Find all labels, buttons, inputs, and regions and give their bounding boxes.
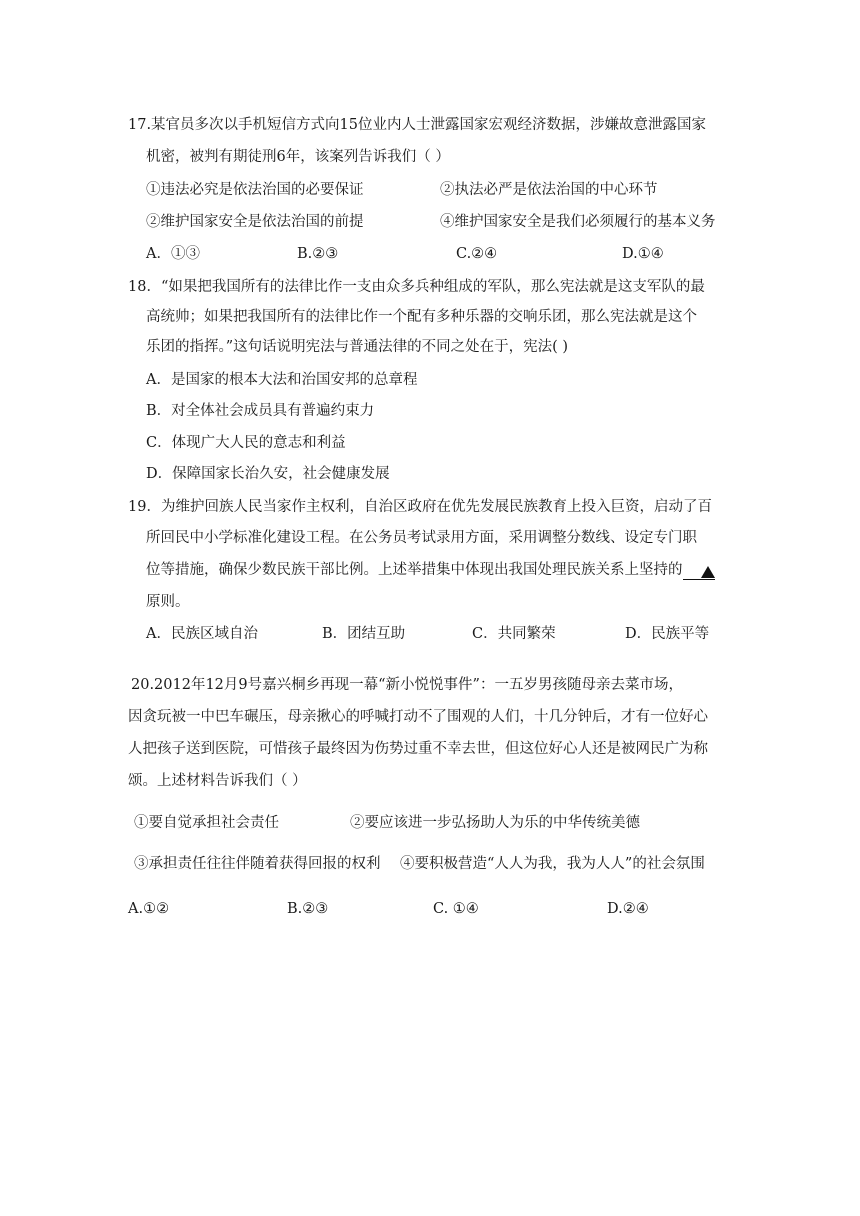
q20-statement-4: ④要积极营造“人人为我，我为人人”的社会氛围 <box>400 856 705 872</box>
answer-blank-triangle-icon <box>683 561 715 580</box>
q19-option-b: B．团结互助 <box>322 626 406 642</box>
q20-stem-line-3: 人把孩子送到医院，可惜孩子最终因为伤势过重不幸去世，但这位好心人还是被网民广为称 <box>128 741 708 757</box>
q17-stem-line-1: 17.某官员多次以手机短信方式向15位业内人士泄露国家宏观经济数据，涉嫌故意泄露国家 <box>128 117 707 133</box>
q18-option-b: B．对全体社会成员具有普遍约束力 <box>146 403 375 419</box>
q19-option-a: A．民族区域自治 <box>146 626 258 642</box>
q19-stem-line-1: 19．为维护回族人民当家作主权利，自治区政府在优先发展民族教育上投入巨资，启动了百 <box>128 499 712 515</box>
q19-stem-line-3 <box>146 560 715 580</box>
q17-statement-1: ①违法必究是依法治国的必要保证 <box>146 182 364 198</box>
q17-statement-4: ④维护国家安全是我们必须履行的基本义务 <box>440 214 716 230</box>
q20-stem-line-1: 20.2012年12月9号嘉兴桐乡再现一幕“新小悦悦事件”：一五岁男孩随母亲去菜市场， <box>131 677 683 693</box>
q20-option-a: A.①② <box>128 901 170 917</box>
q17-statement-2: ②执法必严是依法治国的中心环节 <box>440 182 658 198</box>
q18-option-a: A．是国家的根本大法和治国安邦的总章程 <box>146 372 418 388</box>
q17-statement-3: ②维护国家安全是依法治国的前提 <box>146 214 364 230</box>
q18-stem-line-1: 18．“如果把我国所有的法律比作一支由众多兵种组成的军队，那么宪法就是这支军队的最 <box>128 279 705 295</box>
q17-option-a: A．①③ <box>146 246 200 262</box>
q18-option-d: D．保障国家长治久安，社会健康发展 <box>146 466 390 482</box>
q19-option-d: D．民族平等 <box>625 626 710 642</box>
q17-stem-line-2: 机密，被判有期徒刑6年，该案列告诉我们（ ） <box>146 149 450 165</box>
q20-stem-line-2: 因贪玩被一中巴车碾压，母亲揪心的呼喊打动不了围观的人们，十几分钟后，才有一位好心 <box>128 709 708 725</box>
q17-option-b: B.②③ <box>297 246 339 262</box>
q18-stem-line-2: 高统帅；如果把我国所有的法律比作一个配有多种乐器的交响乐团，那么宪法就是这个 <box>146 309 697 325</box>
q20-statement-2: ②要应该进一步弘扬助人为乐的中华传统美德 <box>350 815 640 831</box>
q19-stem-line-3-text: 位等措施，确保少数民族干部比例。上述举措集中体现出我国处理民族关系上坚持的 <box>146 562 683 578</box>
q19-option-c: C．共同繁荣 <box>472 626 556 642</box>
q20-stem-line-4: 颂。上述材料告诉我们（ ） <box>128 773 307 789</box>
q18-stem-line-3: 乐团的指挥。”这句话说明宪法与普通法律的不同之处在于，宪法( ) <box>146 339 569 355</box>
q17-option-c: C.②④ <box>456 246 498 262</box>
q18-option-c: C．体现广大人民的意志和利益 <box>146 435 346 451</box>
q20-statement-1: ①要自觉承担社会责任 <box>134 815 279 831</box>
q17-option-d: D.①④ <box>622 246 664 262</box>
q20-option-b: B.②③ <box>287 901 329 917</box>
q20-option-c: C. ①④ <box>433 901 479 917</box>
q19-stem-line-4: 原则。 <box>146 594 190 610</box>
q20-statement-3: ③承担责任往往伴随着获得回报的权利 <box>134 856 381 872</box>
q20-option-d: D.②④ <box>607 901 649 917</box>
q19-stem-line-2: 所回民中小学标准化建设工程。在公务员考试录用方面，采用调整分数线、设定专门职 <box>146 530 697 546</box>
